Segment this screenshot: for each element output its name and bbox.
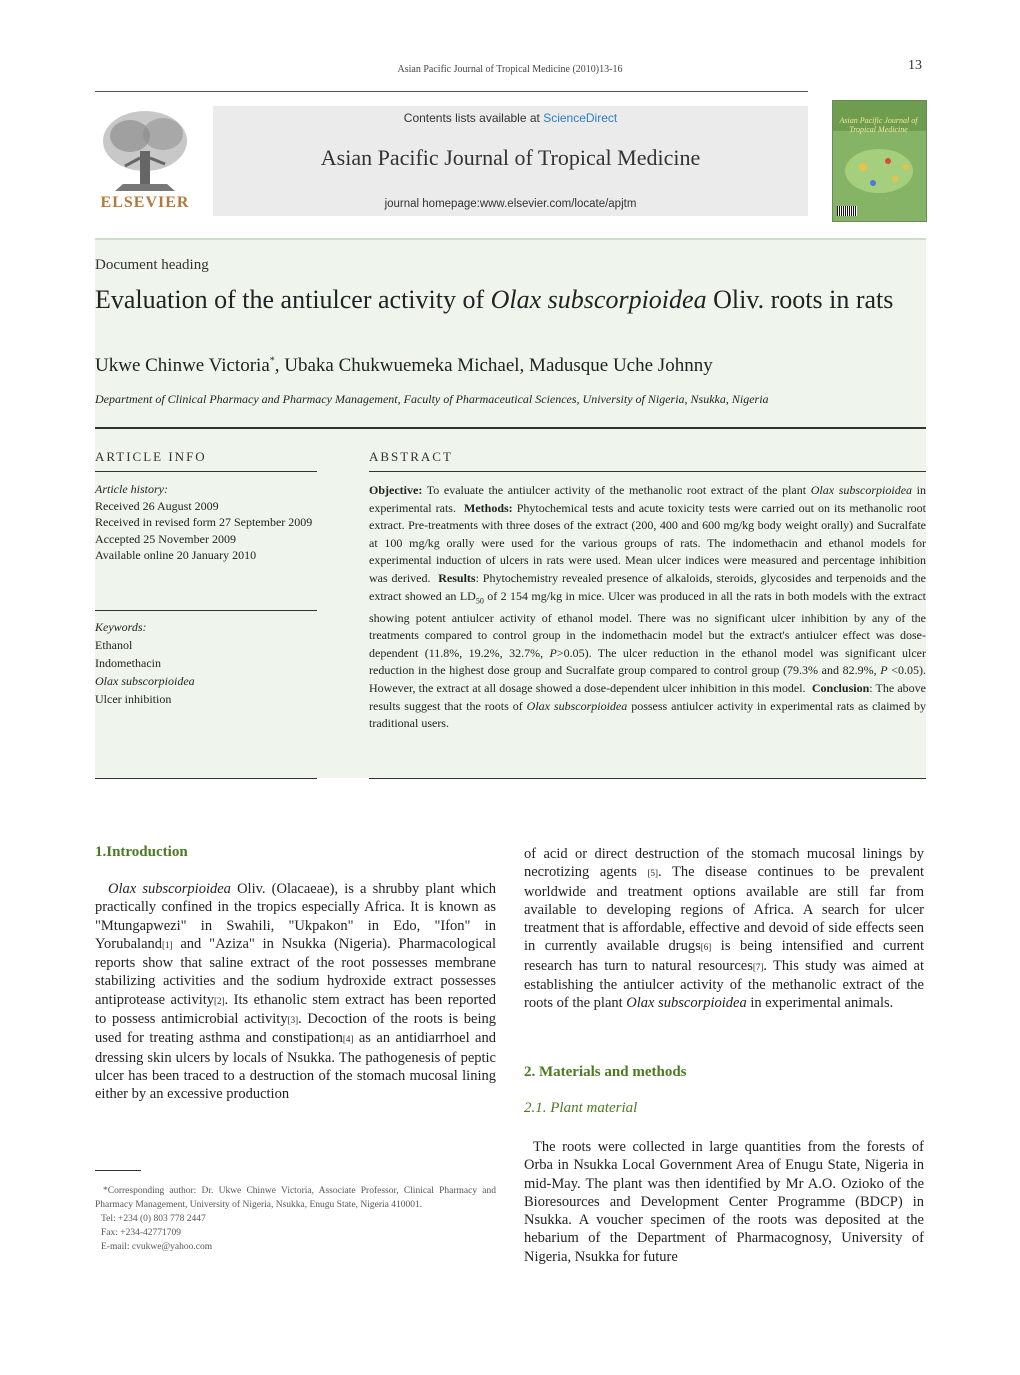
corresponding-footnote bbox=[95, 1184, 496, 1254]
keyword: Indomethacin bbox=[95, 656, 161, 670]
body-fragment: Oliv. (Olacaeae), is a shrubby plant which practically confined in the tropics especially Africa. It is known as "Mtungapwezi" in Swahili, "Ukpakon" in Edo, "Ifon" in Yorubaland bbox=[95, 881, 496, 952]
citation[interactable]: [5] bbox=[647, 868, 659, 879]
plant-material-paragraph: The roots were collected in large quantities from the forests of Orba in Nsukka Local Government Area of Enugu State, Nigeria in mid-May. The plant was then identified by Mr A.O. Ozioko of the Bioresources and Development Center Programme (BDCP) in Nsukka. A voucher specimen of the roots was deposited at the hebarium of the Department of Pharmacognosy, University of Nigeria, Nsukka for future bbox=[524, 1139, 924, 1265]
citation[interactable]: [7] bbox=[752, 961, 764, 972]
history-label: Article history: bbox=[95, 482, 168, 496]
affiliation: Department of Clinical Pharmacy and Pharmacy Management, Faculty of Pharmaceutical Sciences, University of Nigeria, Nsukka, Nigeria bbox=[95, 392, 769, 406]
p-value: P bbox=[880, 663, 888, 678]
contents-line bbox=[213, 111, 808, 125]
body-fragment: . This study was aimed at establishing the antiulcer activity of the methanolic extract of the roots of the plant bbox=[524, 957, 924, 1012]
keyword: Ulcer inhibition bbox=[95, 692, 172, 706]
plant-material-heading: 2.1. Plant material bbox=[524, 1100, 638, 1116]
body-fragment: . Decoction of the roots is being used for treating asthma and constipation bbox=[95, 1011, 496, 1047]
document-heading: Document heading bbox=[95, 257, 209, 273]
abstract-fragment: : The above results suggest that the roots of bbox=[369, 680, 927, 713]
materials-methods-heading: 2. Materials and methods bbox=[524, 1064, 687, 1080]
ld50-subscript: 50 bbox=[475, 595, 484, 605]
abstract-rule bbox=[369, 471, 926, 472]
cover-barcode bbox=[837, 206, 857, 216]
introduction-paragraph bbox=[95, 880, 496, 1104]
keywords bbox=[95, 618, 325, 708]
article-history bbox=[95, 481, 325, 564]
abstract-fragment: Phytochemical tests and acute toxicity tests were carried out on its methanolic root extract. Pre-treatments with three doses of the extract (200, 400 and 600 mg/kg body weight orally) and Sucralfate at 100 mg/kg orally were used for the various groups of rats. The indomethacin and ethanol models for experimental induction of ulcers in rats were used. Mean ulcer indices were measured and percentage inhibition was derived. bbox=[369, 500, 927, 585]
body-fragment: of acid or direct destruction of the stomach mucosal linings by necrotizing agents bbox=[524, 846, 924, 881]
article-title bbox=[95, 287, 926, 313]
title-part: Evaluation of the antiulcer activity of bbox=[95, 285, 491, 314]
accepted-date: Accepted 25 November 2009 bbox=[95, 531, 236, 546]
citation[interactable]: [3] bbox=[287, 1015, 299, 1026]
body-fragment: in experimental animals. bbox=[746, 995, 894, 1012]
abstract-species: Olax subscorpioidea bbox=[526, 698, 628, 713]
page-number: 13 bbox=[908, 58, 922, 73]
article-info-rule bbox=[95, 471, 317, 472]
results-label: Results bbox=[438, 570, 476, 585]
body-species: Olax subscorpioidea bbox=[626, 995, 747, 1012]
author-name: , Ubaka Chukwuemeka Michael, Madusque Uche Johnny bbox=[274, 355, 713, 376]
corresponding-mark: * bbox=[269, 355, 275, 367]
p-value: P bbox=[549, 645, 557, 660]
section-rule bbox=[95, 427, 926, 429]
intro-species: Olax subscorpioidea bbox=[108, 881, 231, 897]
journal-name: Asian Pacific Journal of Tropical Medicine bbox=[320, 145, 701, 170]
introduction-paragraph-continued bbox=[524, 845, 924, 1013]
cover-title: Asian Pacific Journal of Tropical Medicine bbox=[839, 116, 918, 134]
abstract-fragment: <0.05). However, the extract at all dosage showed a dose-dependent ulcer inhibition in this model. bbox=[369, 663, 927, 695]
title-species: Olax subscorpioidea bbox=[490, 285, 707, 314]
sciencedirect-link[interactable]: ScienceDirect bbox=[543, 111, 618, 125]
journal-homepage[interactable]: journal homepage:www.elsevier.com/locate/apjtm bbox=[384, 198, 637, 210]
title-part: Oliv. roots in rats bbox=[706, 285, 894, 314]
keyword: Olax subscorpioidea bbox=[95, 674, 195, 688]
abstract-fragment: of 2 154 mg/kg in mice. Ulcer was produced in all the rats in both models with the extract showing potent antiulcer activity of ethanol model. There was no significant ulcer inhibition by any of the treatments compared to control group in the indomethacin model but the extract's antiulcer effect was dose-dependent (11.8%, 19.2%, 32.7%, bbox=[369, 588, 926, 660]
revised-date: Received in revised form 27 September 2009 bbox=[95, 515, 313, 529]
header-rule bbox=[95, 91, 808, 92]
author-name: Ukwe Chinwe Victoria bbox=[95, 355, 270, 376]
footnote-author: *Corresponding author: Dr. Ukwe Chinwe Victoria, Associate Professor, Clinical Pharmacy and Pharmacy Management, University of Nigeria, Nsukka, Enugu State, Nigeria 410001. bbox=[95, 1186, 496, 1210]
article-info-bottom-rule bbox=[95, 778, 317, 779]
methods-label: Methods: bbox=[464, 500, 513, 515]
article-header-top-rule bbox=[95, 238, 926, 240]
keywords-rule bbox=[95, 610, 317, 611]
objective-label: Objective: bbox=[369, 483, 423, 497]
footnote-tel: Tel: +234 (0) 803 778 2447 bbox=[101, 1214, 206, 1224]
abstract-fragment: To evaluate the antiulcer activity of the methanolic root extract of the plant bbox=[422, 483, 811, 497]
citation[interactable]: [2] bbox=[214, 995, 225, 1006]
abstract-fragment: in experimental rats. bbox=[369, 483, 927, 515]
abstract-bottom-rule bbox=[369, 778, 926, 779]
body-fragment: is being intensified and current research has turn to natural resources bbox=[524, 938, 924, 974]
citation[interactable]: [4] bbox=[342, 1034, 354, 1045]
abstract-fragment: possess antiulcer activity in experimental rats as claimed by traditional users. bbox=[369, 698, 927, 731]
abstract-fragment: >0.05). The ulcer reduction in the ethanol model was significant ulcer reduction in the highest dose group and Sucralfate group compared to control group (79.3% and 82.9%, bbox=[369, 645, 926, 678]
elsevier-wordmark: ELSEVIER bbox=[100, 194, 190, 211]
abstract-text bbox=[369, 482, 926, 733]
body-fragment: and "Aziza" in Nsukka (Nigeria). Pharmacological reports show that saline extract of the root possesses membrane stabilizing activities and the sodium hydroxide extract possesses antiprotease activity bbox=[95, 935, 496, 1008]
citation[interactable]: [1] bbox=[162, 939, 173, 950]
keyword: Ethanol bbox=[95, 638, 133, 652]
footnote-email[interactable]: E-mail: cvukwe@yahoo.com bbox=[101, 1242, 213, 1252]
contents-prefix: Contents lists available at bbox=[403, 111, 544, 125]
conclusion-label: Conclusion bbox=[811, 680, 870, 695]
citation[interactable]: [6] bbox=[700, 942, 712, 953]
article-info-heading: ARTICLE INFO bbox=[95, 449, 207, 464]
abstract-fragment: : Phytochemistry revealed presence of alkaloids, steroids, glycosides and terpenoids and the extract showed an LD bbox=[369, 570, 926, 603]
body-fragment: . The disease continues to be prevalent worldwide and treatment options available are still far from available to developing regions of Africa. A search for ulcer treatment that is affordable, effective and devoid of side effects seen in currently available drugs bbox=[524, 864, 924, 955]
footnote-rule bbox=[95, 1170, 141, 1171]
online-date: Available online 20 January 2010 bbox=[95, 548, 257, 562]
introduction-heading: 1.Introduction bbox=[95, 844, 188, 860]
running-head: Asian Pacific Journal of Tropical Medicine (2010)13-16 bbox=[397, 64, 623, 75]
abstract-heading: ABSTRACT bbox=[369, 449, 453, 464]
footnote-fax: Fax: +234-42771709 bbox=[101, 1228, 182, 1238]
received-date: Received 26 August 2009 bbox=[95, 498, 219, 513]
body-fragment: as an antidiarrhoel and dressing skin ulcers by locals of Nsukka. The pathogenesis of peptic ulcer has been traced to a destruction of the stomach mucosal lining either by an excessive production bbox=[95, 1030, 496, 1103]
body-fragment: . Its ethanolic stem extract has been reported to possess antimicrobial activity bbox=[95, 991, 496, 1028]
author-list bbox=[95, 355, 713, 377]
abstract-species: Olax subscorpioidea bbox=[810, 483, 913, 497]
keywords-label: Keywords: bbox=[95, 620, 147, 634]
